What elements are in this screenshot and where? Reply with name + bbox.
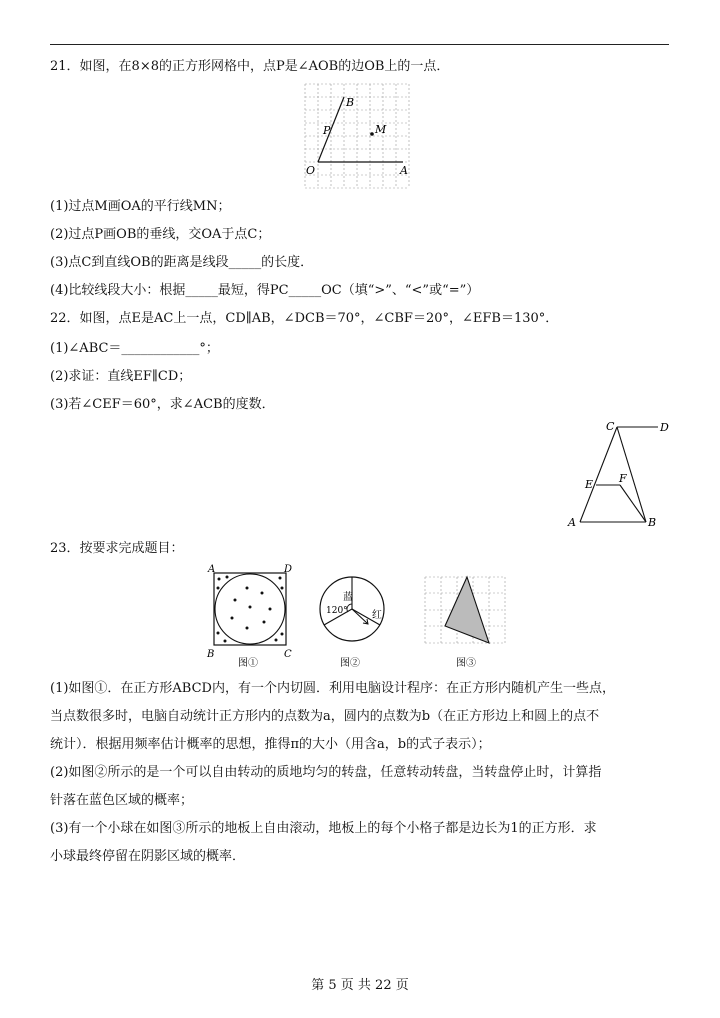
q23-stem: 23．按要求完成题目： xyxy=(50,541,184,556)
label-b: B xyxy=(648,516,657,529)
fig2-angle-label: 120° xyxy=(326,606,348,616)
segment-ca xyxy=(580,427,617,522)
q21-part1: (1)过点M画OA的平行线MN； xyxy=(50,199,231,214)
fig2-spinner xyxy=(320,577,384,669)
q21-grid xyxy=(305,84,409,188)
label-a: A xyxy=(568,516,576,529)
fig1-label-c: C xyxy=(284,649,292,660)
fig1-label-d: D xyxy=(284,564,293,575)
q23-part2-line2: 针落在蓝色区域的概率； xyxy=(50,793,194,808)
fig1-random-dots xyxy=(217,576,284,643)
fig1-label-a: A xyxy=(208,564,216,575)
q22-triangle-figure xyxy=(560,418,675,530)
top-rule xyxy=(50,44,669,45)
fig1-square-with-circle xyxy=(206,564,292,669)
q23-part2-line1: (2)如图②所示的是一个可以自由转动的质地均匀的转盘，任意转动转盘，当转盘停止时，计算指 xyxy=(50,765,602,780)
q22-part1: (1)∠ABC＝____________°； xyxy=(50,341,219,356)
fig1-label-b: B xyxy=(207,649,215,660)
label-c: C xyxy=(606,420,615,433)
label-f: F xyxy=(619,472,627,485)
q21-part3: (3)点C到直线OB的距离是线段_____的长度． xyxy=(50,255,314,270)
label-d: D xyxy=(660,421,669,434)
q21-grid-figure xyxy=(300,80,416,192)
q23-part3-line2: 小球最终停留在阴影区域的概率． xyxy=(50,849,246,864)
page-footer: 第 5 页 共 22 页 xyxy=(311,978,409,993)
q23-part1-line2: 当点数很多时，电脑自动统计正方形内的点数为a，圆内的点数为b（在正方形边上和圆上的点不 xyxy=(50,709,600,724)
segment-fb xyxy=(620,485,646,522)
q22-stem: 22．如图，点E是AC上一点，CD∥AB，∠DCB＝70°，∠CBF＝20°，∠EFB＝130°． xyxy=(50,311,559,326)
fig3-tile-floor xyxy=(425,577,505,669)
q23-part3-line1: (3)有一个小球在如图③所示的地板上自由滚动，地板上的每个小格子都是边长为1的正方形．求 xyxy=(50,821,597,836)
label-a: A xyxy=(400,164,408,177)
fig2-blue-label: 蓝 xyxy=(343,592,353,603)
point-m xyxy=(370,132,374,136)
fig2-caption: 图② xyxy=(340,658,360,669)
q23-figures xyxy=(200,560,525,672)
label-m: M xyxy=(375,123,387,136)
q23-part1-line3: 统计）．根据用频率估计概率的思想，推得π的大小（用含a，b的式子表示）； xyxy=(50,737,491,752)
q21-part2: (2)过点P画OB的垂线，交OA于点C； xyxy=(50,227,271,242)
q21-part4: (4)比较线段大小：根据_____最短，得PC_____OC（填“>”、“<”或“=”） xyxy=(50,283,480,298)
label-o: O xyxy=(306,164,316,177)
label-e: E xyxy=(585,478,594,491)
fig1-caption: 图① xyxy=(238,658,258,669)
label-p: P xyxy=(323,124,331,137)
q23-part1-line1: (1)如图①．在正方形ABCD内，有一个内切圆．利用电脑设计程序：在正方形内随机产生一些点， xyxy=(50,681,615,696)
q22-part2: (2)求证：直线EF∥CD； xyxy=(50,369,192,384)
label-b: B xyxy=(346,96,355,109)
q22-part3: (3)若∠CEF＝60°，求∠ACB的度数． xyxy=(50,397,275,412)
q21-stem: 21．如图，在8×8的正方形网格中，点P是∠AOB的边OB上的一点． xyxy=(50,59,450,74)
fig3-caption: 图③ xyxy=(456,658,476,669)
fig2-red-label: 红 xyxy=(372,610,382,621)
